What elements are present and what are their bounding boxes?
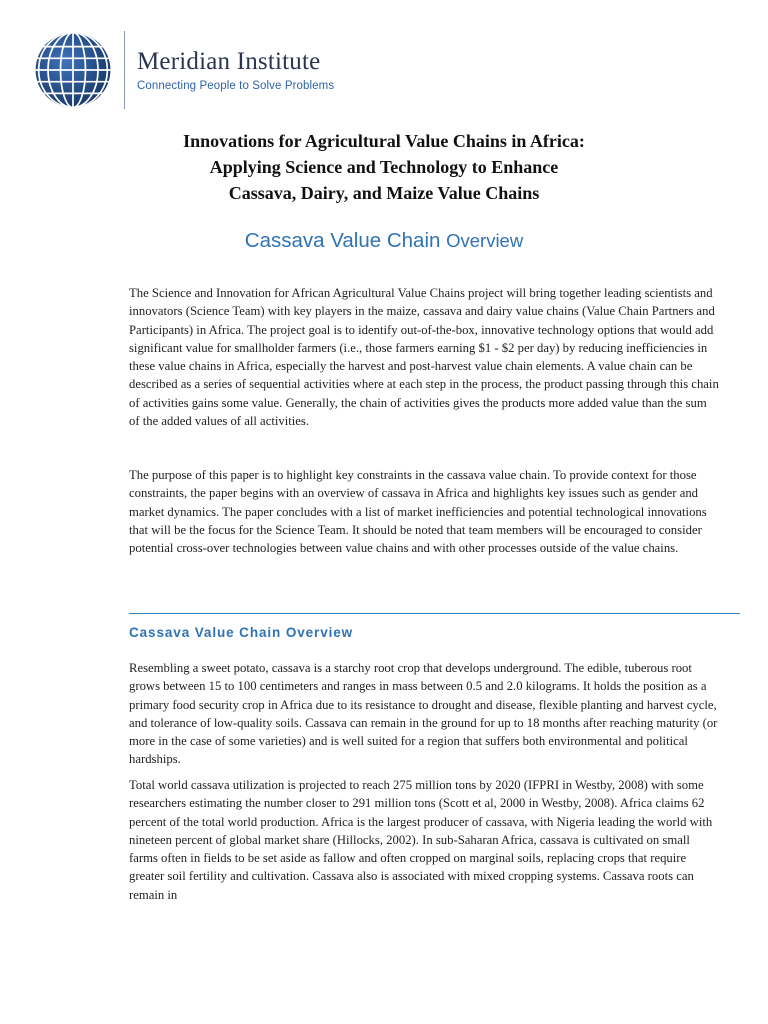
globe-icon bbox=[34, 31, 112, 109]
title-line-2: Applying Science and Technology to Enhance bbox=[209, 157, 559, 177]
org-name: Meridian Institute bbox=[137, 48, 321, 75]
logo-text bbox=[137, 48, 334, 92]
document-title bbox=[80, 128, 688, 206]
org-logo bbox=[34, 30, 334, 110]
section-heading: Cassava Value Chain Overview bbox=[129, 625, 354, 640]
overview-heading-main: Cassava Value Chain bbox=[244, 229, 447, 252]
overview-heading-suffix: Overview bbox=[446, 230, 524, 251]
intro-paragraph: The Science and Innovation for African Agricultural Value Chains project will bring together leading scientists and innovators (Science Team) with key players in the maize, cassava and dairy value chains (Value Chain Partners and Participants) in Africa. The project goal is to identify out-of-the-box, innovative technology options that would add significant value for smallholder farmers (i.e., those farmers earning $1 - $2 per day) by reducing inefficiencies in these value chains in Africa, especially the harvest and post-harvest value chain elements. A value chain can be described as a series of sequential activities where at each step in the process, the product passing through this chain of activities gains some value. Generally, the chain of activities gives the products more added value than the sum of the added values of all activities. bbox=[129, 286, 719, 429]
logo-divider bbox=[124, 31, 125, 109]
title-line-3: Cassava, Dairy, and Maize Value Chains bbox=[228, 183, 540, 203]
org-tagline: Connecting People to Solve Problems bbox=[137, 80, 335, 92]
cassava-utilization-paragraph: Total world cassava utilization is projected to reach 275 million tons by 2020 (IFPRI in Westby, 2008) with some researchers estimating the number closer to 291 million tons (Scott et al, 2000 in Westby, 2008). Africa claims 62 percent of the total world production. Africa is the largest producer of cassava, with Nigeria leading the world with nineteen percent of global market share (Hillocks, 2002). In sub-Saharan Africa, cassava is cultivated on small farms often in fields to be set aside as fallow and often cropped on marginal soils, replacing crops that require greater soil fertility and cultivation. Cassava also is associated with mixed cropping systems. Cassava roots can remain in bbox=[129, 778, 713, 902]
cassava-description-paragraph: Resembling a sweet potato, cassava is a starchy root crop that develops underground. The edible, tuberous root grows between 15 to 100 centimeters and ranges in mass between 0.5 and 2.0 kilograms. It holds the position as a primary food security crop in Africa due to its resistance to drought and disease, flexible planting and harvest cycle, and tolerance of low-quality soils. Cassava can remain in the ground for up to 18 months after reaching maturity (or more in the case of some varieties) and is well suited for a region that suffers both environmental and political hardships. bbox=[129, 661, 718, 767]
section-divider bbox=[129, 613, 740, 614]
purpose-paragraph: The purpose of this paper is to highlight key constraints in the cassava value chain. To provide context for those constraints, the paper begins with an overview of cassava in Africa and highlights key issues such as gender and market dynamics. The paper concludes with a list of market inefficiencies and potential technological innovations that will be the focus for the Science Team. It should be noted that team members will be encouraged to consider potential cross-over technologies between value chains and with other processes outside of the value chains. bbox=[129, 468, 707, 556]
overview-heading bbox=[0, 229, 768, 253]
title-line-1: Innovations for Agricultural Value Chains in Africa: bbox=[183, 131, 585, 151]
